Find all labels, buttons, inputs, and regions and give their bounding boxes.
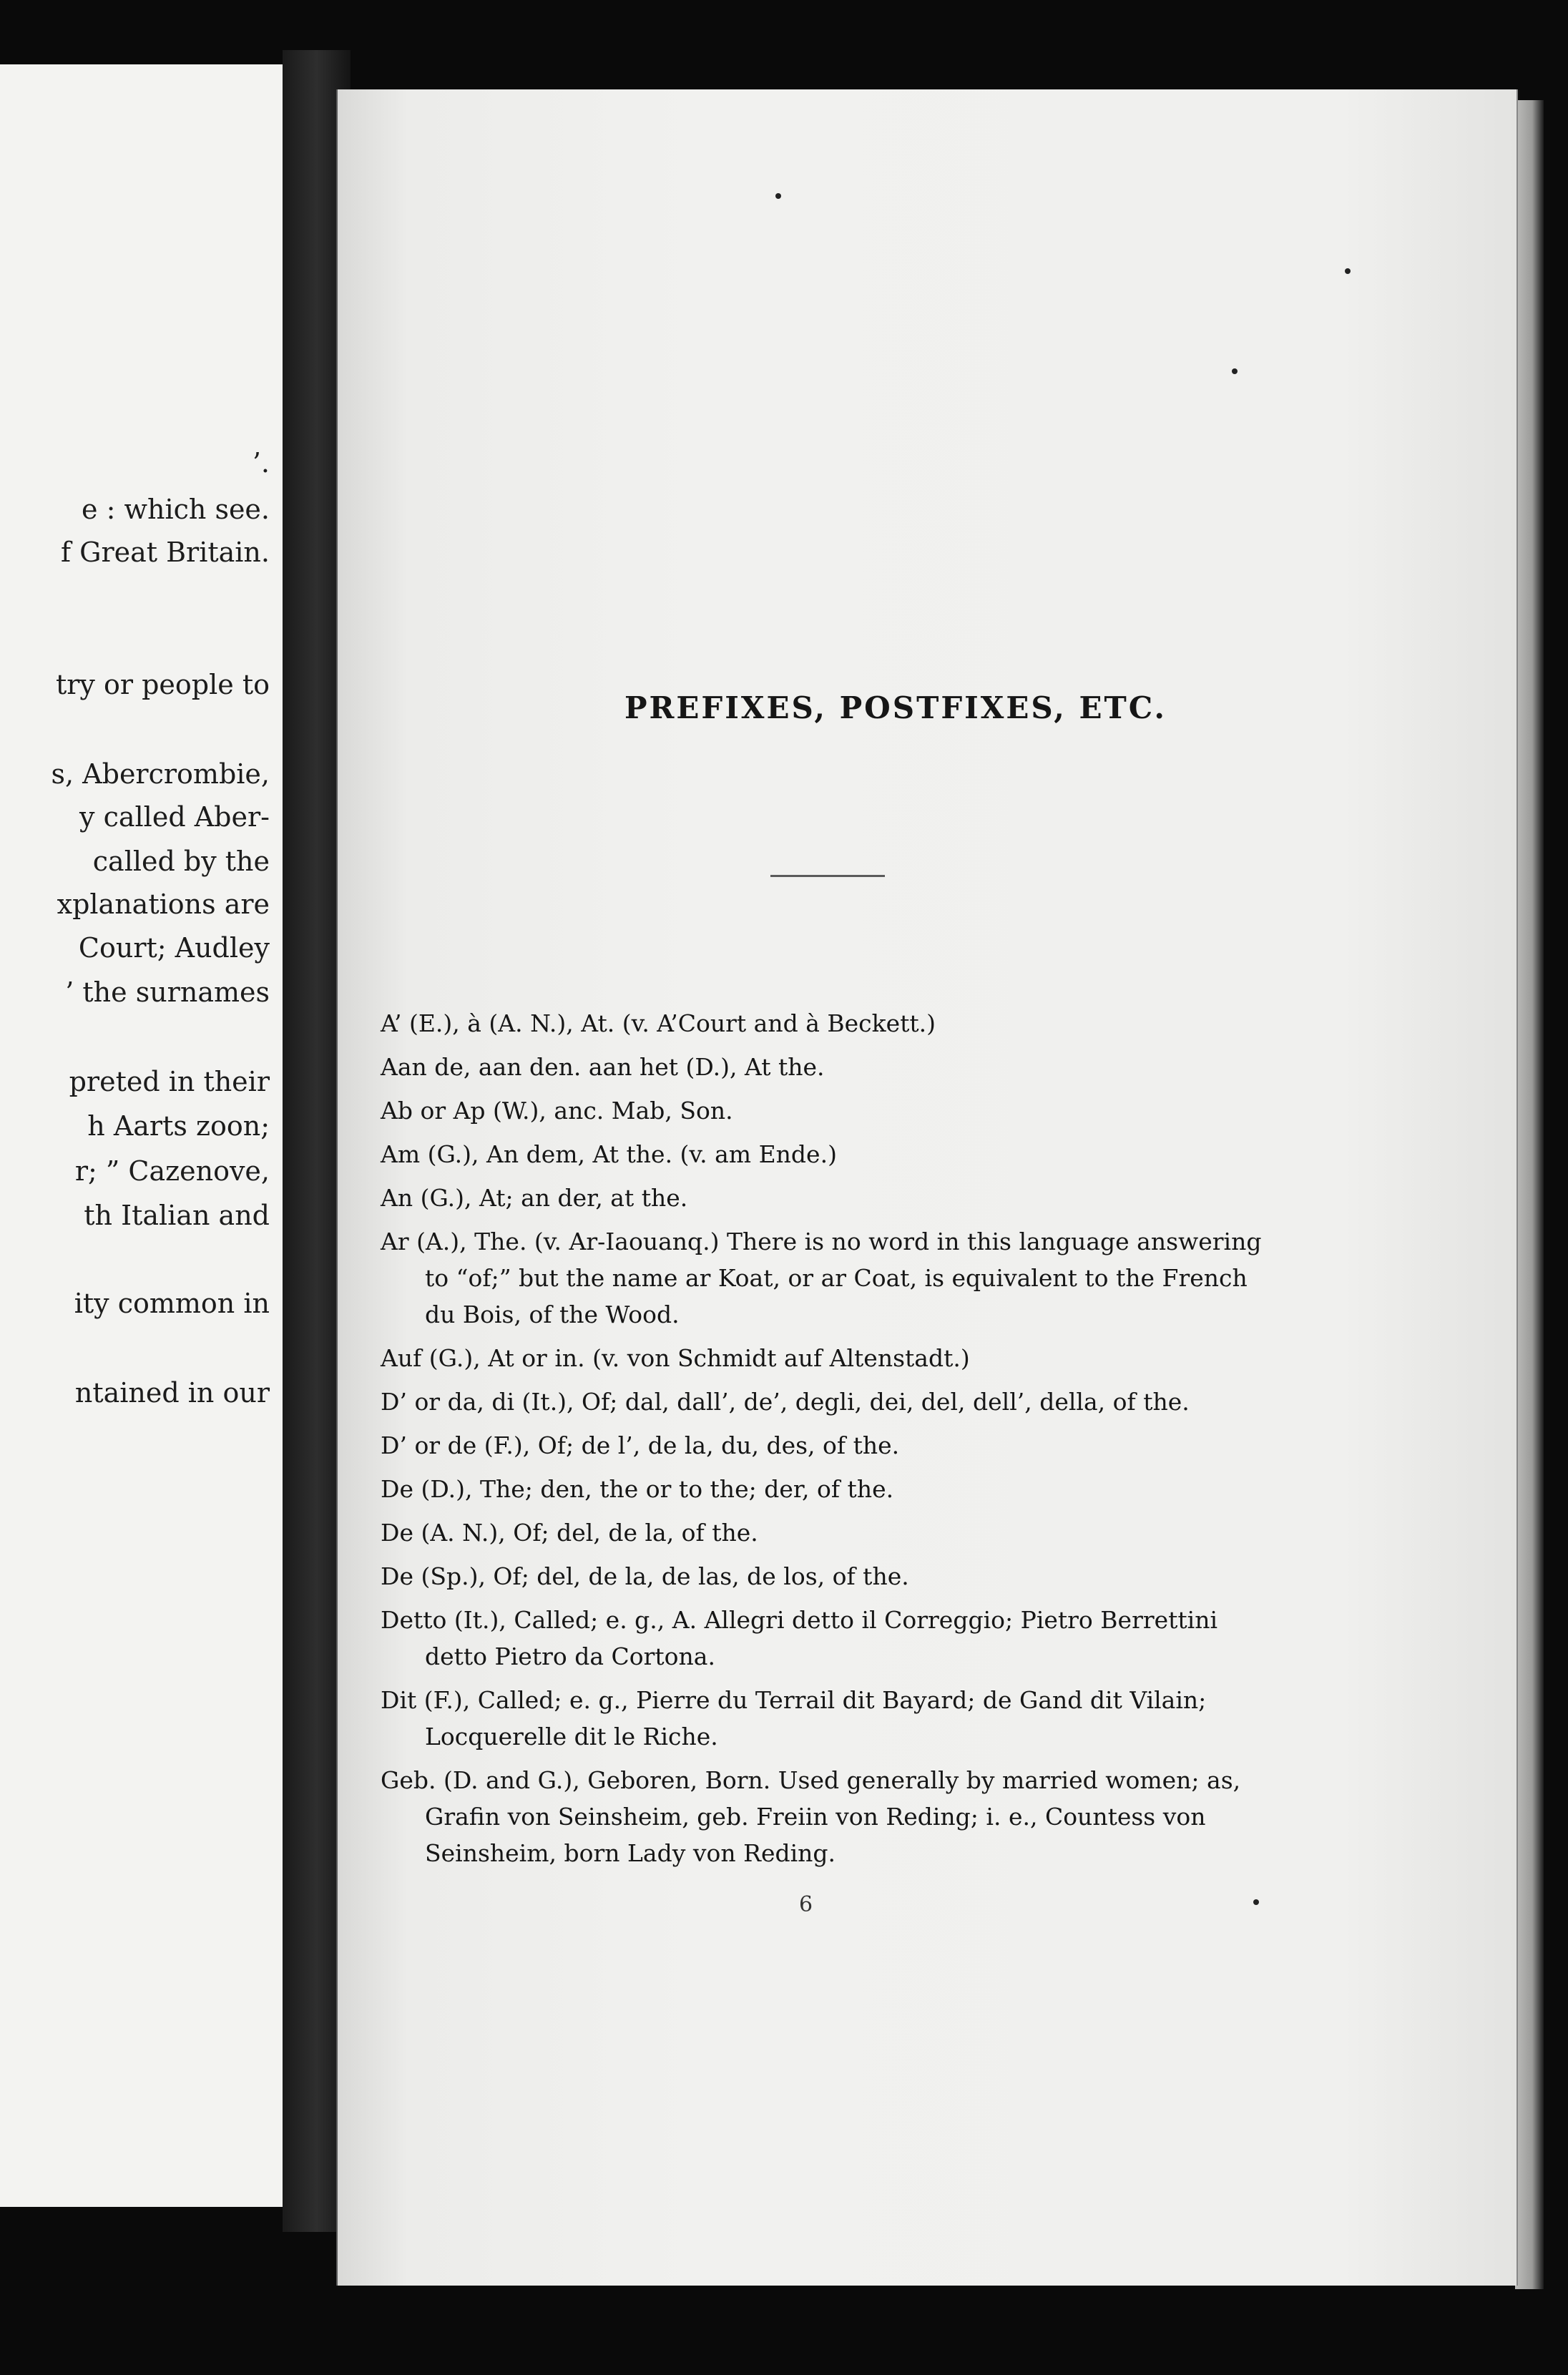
left-text-fragment: ’ the surnames	[65, 976, 270, 1008]
list-item: De (D.), The; den, the or to the; der, of the.	[381, 1475, 894, 1503]
ink-speck	[775, 193, 781, 199]
left-text-fragment: preted in their	[69, 1066, 270, 1097]
left-text-fragment: ’.	[252, 447, 270, 479]
main-page	[336, 89, 1518, 2286]
ink-speck	[1232, 368, 1238, 374]
left-text-fragment: r; ” Cazenove,	[74, 1155, 270, 1187]
list-item: A’ (E.), à (A. N.), At. (v. A’Court and à Beckett.)	[381, 1009, 936, 1037]
list-item: An (G.), At; an der, at the.	[381, 1184, 688, 1212]
list-item: Ab or Ap (W.), anc. Mab, Son.	[381, 1097, 733, 1125]
list-item: Detto (It.), Called; e. g., A. Allegri detto il Correggio; Pietro Berrettini detto Pietro da Cortona.	[381, 1606, 1218, 1670]
left-text-fragment: y called Aber-	[79, 801, 270, 833]
page-edge	[1515, 100, 1544, 2289]
left-text-fragment: try or people to	[56, 669, 270, 700]
left-text-fragment: th Italian and	[84, 1200, 270, 1231]
left-text-fragment: h Aarts zoon;	[87, 1110, 270, 1142]
left-text-fragment: f Great Britain.	[60, 537, 270, 568]
list-item: De (A. N.), Of; del, de la, of the.	[381, 1519, 758, 1547]
page-number: 6	[799, 1892, 813, 1917]
left-text-fragment: ity common in	[74, 1288, 270, 1319]
list-item: De (Sp.), Of; del, de la, de las, de los, of the.	[381, 1562, 909, 1590]
left-text-fragment: e : which see.	[82, 494, 270, 525]
page-title: PREFIXES, POSTFIXES, ETC.	[624, 690, 1167, 725]
list-item: Dit (F.), Called; e. g., Pierre du Terrail dit Bayard; de Gand dit Vilain; Locquerelle dit le Riche.	[381, 1686, 1207, 1750]
list-item: Am (G.), An dem, At the. (v. am Ende.)	[381, 1140, 837, 1168]
ink-speck	[1345, 268, 1351, 274]
list-item: Aan de, aan den. aan het (D.), At the.	[381, 1053, 825, 1081]
list-item: D’ or da, di (It.), Of; dal, dall’, de’, degli, dei, del, dell’, della, of the.	[381, 1388, 1190, 1416]
title-rule	[770, 875, 885, 877]
list-item: D’ or de (F.), Of; de l’, de la, du, des, of the.	[381, 1431, 900, 1459]
list-item: Geb. (D. and G.), Geboren, Born. Used generally by married women; as, Grafin von Seinsheim, geb. Freiin von Reding; i. e., Countess von Seinsheim, born Lady von Reding.	[381, 1766, 1241, 1867]
left-text-fragment: Court; Audley	[78, 932, 270, 964]
list-item: Ar (A.), The. (v. Ar-Iaouanq.) There is no word in this language answering to “of;” but the name ar Koat, or ar Coat, is equivalent to the French du Bois, of the Wood.	[381, 1228, 1262, 1328]
ink-speck	[1253, 1899, 1259, 1905]
left-text-fragment: xplanations are	[57, 888, 270, 920]
left-facing-page	[0, 64, 283, 2207]
list-item: Auf (G.), At or in. (v. von Schmidt auf Altenstadt.)	[381, 1344, 970, 1372]
left-text-fragment: s, Abercrombie,	[51, 758, 270, 790]
prefix-entry-list	[381, 1005, 1268, 1879]
left-text-fragment: ntained in our	[74, 1377, 270, 1409]
left-text-fragment: called by the	[92, 846, 270, 877]
